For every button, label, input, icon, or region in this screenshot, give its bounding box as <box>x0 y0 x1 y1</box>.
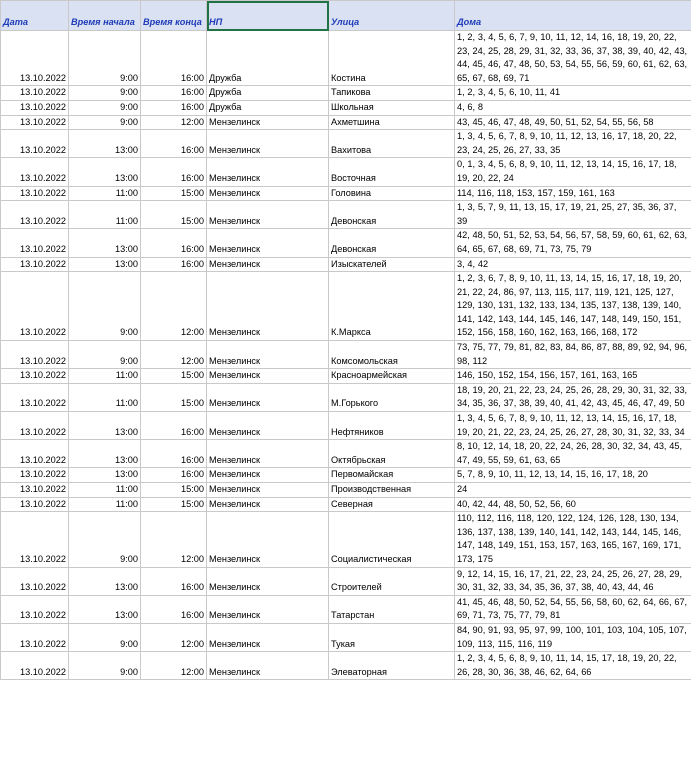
end-time-cell[interactable]: 12:00 <box>141 115 207 130</box>
start-time-cell[interactable]: 11:00 <box>69 483 141 498</box>
date-cell[interactable]: 13.10.2022 <box>1 31 69 86</box>
table-row <box>1 31 691 86</box>
end-time-cell[interactable]: 16:00 <box>141 31 207 86</box>
table-row <box>1 272 691 341</box>
start-time-cell[interactable]: 13:00 <box>69 257 141 272</box>
start-time-cell[interactable]: 13:00 <box>69 440 141 468</box>
table-row <box>1 497 691 512</box>
street-cell[interactable]: К.Маркса <box>329 272 455 341</box>
settlement-cell[interactable]: Мензелинск <box>207 115 329 130</box>
date-cell[interactable]: 13.10.2022 <box>1 440 69 468</box>
table-row <box>1 130 691 158</box>
houses-cell[interactable]: 4, 6, 8 <box>455 100 691 115</box>
start-time-cell[interactable]: 9:00 <box>69 100 141 115</box>
table-row <box>1 623 691 651</box>
table-row <box>1 369 691 384</box>
header-street[interactable]: Улица <box>329 1 455 31</box>
street-cell[interactable]: Первомайская <box>329 468 455 483</box>
header-houses[interactable]: Дома <box>455 1 691 31</box>
street-cell[interactable]: Костина <box>329 31 455 86</box>
houses-cell[interactable]: 5, 7, 8, 9, 10, 11, 12, 13, 14, 15, 16, 17, 18, 20 <box>455 468 691 483</box>
houses-cell[interactable]: 43, 45, 46, 47, 48, 49, 50, 51, 52, 54, 55, 56, 58 <box>455 115 691 130</box>
houses-cell[interactable]: 1, 3, 4, 5, 6, 7, 8, 9, 10, 11, 12, 13, 14, 15, 16, 17, 18, 19, 20, 21, 22, 23, 24, 25, 26, 27, 28, 30, 31, 32, 33, 34 <box>455 412 691 440</box>
end-time-cell[interactable]: 12:00 <box>141 272 207 341</box>
date-cell[interactable]: 13.10.2022 <box>1 158 69 186</box>
end-time-cell[interactable]: 16:00 <box>141 412 207 440</box>
settlement-cell[interactable]: Мензелинск <box>207 512 329 567</box>
date-cell[interactable]: 13.10.2022 <box>1 595 69 623</box>
houses-cell[interactable]: 114, 116, 118, 153, 157, 159, 161, 163 <box>455 186 691 201</box>
street-cell[interactable]: Тапикова <box>329 86 455 101</box>
settlement-cell[interactable]: Мензелинск <box>207 595 329 623</box>
table-row <box>1 440 691 468</box>
date-cell[interactable]: 13.10.2022 <box>1 369 69 384</box>
table-row <box>1 383 691 411</box>
date-cell[interactable]: 13.10.2022 <box>1 257 69 272</box>
settlement-cell[interactable]: Мензелинск <box>207 186 329 201</box>
houses-cell[interactable]: 110, 112, 116, 118, 120, 122, 124, 126, 128, 130, 134, 136, 137, 138, 139, 140, 141, 142, 143, 144, 145, 146, 147, 148, 149, 151, 153, 157, 163, 165, 167, 169, 171, 173, 175 <box>455 512 691 567</box>
date-cell[interactable]: 13.10.2022 <box>1 201 69 229</box>
table-row <box>1 201 691 229</box>
settlement-cell[interactable]: Мензелинск <box>207 623 329 651</box>
table-body <box>1 31 691 680</box>
date-cell[interactable]: 13.10.2022 <box>1 100 69 115</box>
end-time-cell[interactable]: 16:00 <box>141 468 207 483</box>
end-time-cell[interactable]: 12:00 <box>141 623 207 651</box>
start-time-cell[interactable]: 11:00 <box>69 383 141 411</box>
street-cell[interactable]: Ахметшина <box>329 115 455 130</box>
start-time-cell[interactable]: 13:00 <box>69 412 141 440</box>
date-cell[interactable]: 13.10.2022 <box>1 341 69 369</box>
end-time-cell[interactable]: 12:00 <box>141 341 207 369</box>
houses-cell[interactable]: 1, 2, 3, 4, 5, 6, 7, 9, 10, 11, 12, 14, 16, 18, 19, 20, 22, 23, 24, 25, 28, 29, 31, 32, 33, 36, 37, 38, 39, 40, 42, 43, 44, 45, 46, 47, 48, 50, 53, 54, 55, 56, 59, 60, 61, 62, 63, 65, 67, 68, 69, 71 <box>455 31 691 86</box>
table-row <box>1 468 691 483</box>
header-row <box>1 1 691 31</box>
date-cell[interactable]: 13.10.2022 <box>1 86 69 101</box>
table-row <box>1 257 691 272</box>
date-cell[interactable]: 13.10.2022 <box>1 497 69 512</box>
table-row <box>1 483 691 498</box>
start-time-cell[interactable]: 13:00 <box>69 567 141 595</box>
table-row <box>1 115 691 130</box>
settlement-cell[interactable]: Мензелинск <box>207 272 329 341</box>
date-cell[interactable]: 13.10.2022 <box>1 468 69 483</box>
street-cell[interactable]: Производственная <box>329 483 455 498</box>
end-time-cell[interactable]: 16:00 <box>141 567 207 595</box>
settlement-cell[interactable]: Мензелинск <box>207 652 329 680</box>
start-time-cell[interactable]: 9:00 <box>69 115 141 130</box>
end-time-cell[interactable]: 16:00 <box>141 257 207 272</box>
street-cell[interactable]: Татарстан <box>329 595 455 623</box>
end-time-cell[interactable]: 16:00 <box>141 158 207 186</box>
houses-cell[interactable]: 18, 19, 20, 21, 22, 23, 24, 25, 26, 28, 29, 30, 31, 32, 33, 34, 35, 36, 37, 38, 39, 40, 41, 42, 43, 45, 46, 47, 49, 50 <box>455 383 691 411</box>
settlement-cell[interactable]: Мензелинск <box>207 369 329 384</box>
table-row <box>1 186 691 201</box>
houses-cell[interactable]: 146, 150, 152, 154, 156, 157, 161, 163, 165 <box>455 369 691 384</box>
table-row <box>1 229 691 257</box>
settlement-cell[interactable]: Мензелинск <box>207 412 329 440</box>
table-row <box>1 100 691 115</box>
houses-cell[interactable]: 84, 90, 91, 93, 95, 97, 99, 100, 101, 103, 104, 105, 107, 109, 113, 115, 116, 119 <box>455 623 691 651</box>
date-cell[interactable]: 13.10.2022 <box>1 186 69 201</box>
date-cell[interactable]: 13.10.2022 <box>1 512 69 567</box>
settlement-cell[interactable]: Мензелинск <box>207 201 329 229</box>
table-row <box>1 341 691 369</box>
street-cell[interactable]: Октябрьская <box>329 440 455 468</box>
settlement-cell[interactable]: Дружба <box>207 100 329 115</box>
street-cell[interactable]: Строителей <box>329 567 455 595</box>
settlement-cell[interactable]: Мензелинск <box>207 383 329 411</box>
houses-cell[interactable]: 9, 12, 14, 15, 16, 17, 21, 22, 23, 24, 25, 26, 27, 28, 29, 30, 31, 32, 33, 34, 35, 36, 37, 38, 40, 43, 44, 46 <box>455 567 691 595</box>
header-start-time[interactable]: Время начала <box>69 1 141 31</box>
houses-cell[interactable]: 40, 42, 44, 48, 50, 52, 56, 60 <box>455 497 691 512</box>
table-row <box>1 158 691 186</box>
houses-cell[interactable]: 3, 4, 42 <box>455 257 691 272</box>
start-time-cell[interactable]: 9:00 <box>69 31 141 86</box>
start-time-cell[interactable]: 11:00 <box>69 497 141 512</box>
start-time-cell[interactable]: 9:00 <box>69 86 141 101</box>
start-time-cell[interactable]: 13:00 <box>69 130 141 158</box>
table-row <box>1 86 691 101</box>
start-time-cell[interactable]: 9:00 <box>69 512 141 567</box>
settlement-cell[interactable]: Мензелинск <box>207 468 329 483</box>
header-settlement[interactable]: НП <box>207 1 329 31</box>
houses-cell[interactable]: 1, 3, 5, 7, 9, 11, 13, 15, 17, 19, 21, 25, 27, 35, 36, 37, 39 <box>455 201 691 229</box>
street-cell[interactable]: Элеваторная <box>329 652 455 680</box>
street-cell[interactable]: М.Горького <box>329 383 455 411</box>
street-cell[interactable]: Изыскателей <box>329 257 455 272</box>
settlement-cell[interactable]: Мензелинск <box>207 567 329 595</box>
start-time-cell[interactable]: 9:00 <box>69 272 141 341</box>
date-cell[interactable]: 13.10.2022 <box>1 229 69 257</box>
end-time-cell[interactable]: 16:00 <box>141 440 207 468</box>
street-cell[interactable]: Комсомольская <box>329 341 455 369</box>
houses-cell[interactable]: 24 <box>455 483 691 498</box>
table-row <box>1 567 691 595</box>
end-time-cell[interactable]: 15:00 <box>141 497 207 512</box>
houses-cell[interactable]: 1, 2, 3, 4, 5, 6, 10, 11, 41 <box>455 86 691 101</box>
header-date[interactable]: Дата <box>1 1 69 31</box>
start-time-cell[interactable]: 9:00 <box>69 623 141 651</box>
date-cell[interactable]: 13.10.2022 <box>1 412 69 440</box>
table-row <box>1 512 691 567</box>
start-time-cell[interactable]: 13:00 <box>69 468 141 483</box>
date-cell[interactable]: 13.10.2022 <box>1 130 69 158</box>
end-time-cell[interactable]: 15:00 <box>141 383 207 411</box>
date-cell[interactable]: 13.10.2022 <box>1 115 69 130</box>
date-cell[interactable]: 13.10.2022 <box>1 623 69 651</box>
end-time-cell[interactable]: 16:00 <box>141 100 207 115</box>
table-row <box>1 412 691 440</box>
date-cell[interactable]: 13.10.2022 <box>1 652 69 680</box>
street-cell[interactable]: Северная <box>329 497 455 512</box>
street-cell[interactable]: Школьная <box>329 100 455 115</box>
end-time-cell[interactable]: 16:00 <box>141 229 207 257</box>
settlement-cell[interactable]: Мензелинск <box>207 130 329 158</box>
houses-cell[interactable]: 8, 10, 12, 14, 18, 20, 22, 24, 26, 28, 30, 32, 34, 43, 45, 47, 49, 55, 59, 61, 63, 65 <box>455 440 691 468</box>
end-time-cell[interactable]: 16:00 <box>141 130 207 158</box>
houses-cell[interactable]: 73, 75, 77, 79, 81, 82, 83, 84, 86, 87, 88, 89, 92, 94, 96, 98, 112 <box>455 341 691 369</box>
houses-cell[interactable]: 1, 3, 4, 5, 6, 7, 8, 9, 10, 11, 12, 13, 16, 17, 18, 20, 22, 23, 24, 25, 26, 27, 33, 35 <box>455 130 691 158</box>
settlement-cell[interactable]: Дружба <box>207 31 329 86</box>
street-cell[interactable]: Красноармейская <box>329 369 455 384</box>
houses-cell[interactable]: 1, 2, 3, 6, 7, 8, 9, 10, 11, 13, 14, 15, 16, 17, 18, 19, 20, 21, 22, 24, 86, 97, 113, 115, 117, 119, 121, 125, 127, 129, 130, 131, 132, 133, 134, 135, 137, 138, 139, 140, 141, 142, 143, 144, 145, 146, 147, 148, 149, 150, 151, 152, 156, 158, 160, 162, 163, 166, 168, 172 <box>455 272 691 341</box>
start-time-cell[interactable]: 11:00 <box>69 369 141 384</box>
street-cell[interactable]: Тукая <box>329 623 455 651</box>
houses-cell[interactable]: 41, 45, 46, 48, 50, 52, 54, 55, 56, 58, 60, 62, 64, 66, 67, 69, 71, 73, 75, 77, 79, 81 <box>455 595 691 623</box>
start-time-cell[interactable]: 13:00 <box>69 229 141 257</box>
end-time-cell[interactable]: 16:00 <box>141 595 207 623</box>
end-time-cell[interactable]: 15:00 <box>141 186 207 201</box>
date-cell[interactable]: 13.10.2022 <box>1 567 69 595</box>
houses-cell[interactable]: 1, 2, 3, 4, 5, 6, 8, 9, 10, 11, 14, 15, 17, 18, 19, 20, 22, 26, 28, 30, 36, 38, 46, 62, 64, 66 <box>455 652 691 680</box>
start-time-cell[interactable]: 13:00 <box>69 595 141 623</box>
table-row <box>1 595 691 623</box>
street-cell[interactable]: Нефтяников <box>329 412 455 440</box>
end-time-cell[interactable]: 16:00 <box>141 86 207 101</box>
houses-cell[interactable]: 42, 48, 50, 51, 52, 53, 54, 56, 57, 58, 59, 60, 61, 62, 63, 64, 65, 67, 68, 69, 71, 73, 75, 79 <box>455 229 691 257</box>
street-cell[interactable]: Девонская <box>329 201 455 229</box>
street-cell[interactable]: Социалистическая <box>329 512 455 567</box>
header-end-time[interactable]: Время конца <box>141 1 207 31</box>
settlement-cell[interactable]: Мензелинск <box>207 483 329 498</box>
settlement-cell[interactable]: Дружба <box>207 86 329 101</box>
start-time-cell[interactable]: 11:00 <box>69 186 141 201</box>
street-cell[interactable]: Вахитова <box>329 130 455 158</box>
end-time-cell[interactable]: 12:00 <box>141 512 207 567</box>
date-cell[interactable]: 13.10.2022 <box>1 383 69 411</box>
end-time-cell[interactable]: 12:00 <box>141 652 207 680</box>
settlement-cell[interactable]: Мензелинск <box>207 158 329 186</box>
date-cell[interactable]: 13.10.2022 <box>1 483 69 498</box>
start-time-cell[interactable]: 13:00 <box>69 158 141 186</box>
end-time-cell[interactable]: 15:00 <box>141 483 207 498</box>
street-cell[interactable]: Девонская <box>329 229 455 257</box>
settlement-cell[interactable]: Мензелинск <box>207 497 329 512</box>
start-time-cell[interactable]: 9:00 <box>69 341 141 369</box>
start-time-cell[interactable]: 11:00 <box>69 201 141 229</box>
start-time-cell[interactable]: 9:00 <box>69 652 141 680</box>
settlement-cell[interactable]: Мензелинск <box>207 257 329 272</box>
houses-cell[interactable]: 0, 1, 3, 4, 5, 6, 8, 9, 10, 11, 12, 13, 14, 15, 16, 17, 18, 19, 20, 22, 24 <box>455 158 691 186</box>
date-cell[interactable]: 13.10.2022 <box>1 272 69 341</box>
table-row <box>1 652 691 680</box>
end-time-cell[interactable]: 15:00 <box>141 369 207 384</box>
settlement-cell[interactable]: Мензелинск <box>207 440 329 468</box>
street-cell[interactable]: Головина <box>329 186 455 201</box>
end-time-cell[interactable]: 15:00 <box>141 201 207 229</box>
settlement-cell[interactable]: Мензелинск <box>207 229 329 257</box>
settlement-cell[interactable]: Мензелинск <box>207 341 329 369</box>
street-cell[interactable]: Восточная <box>329 158 455 186</box>
